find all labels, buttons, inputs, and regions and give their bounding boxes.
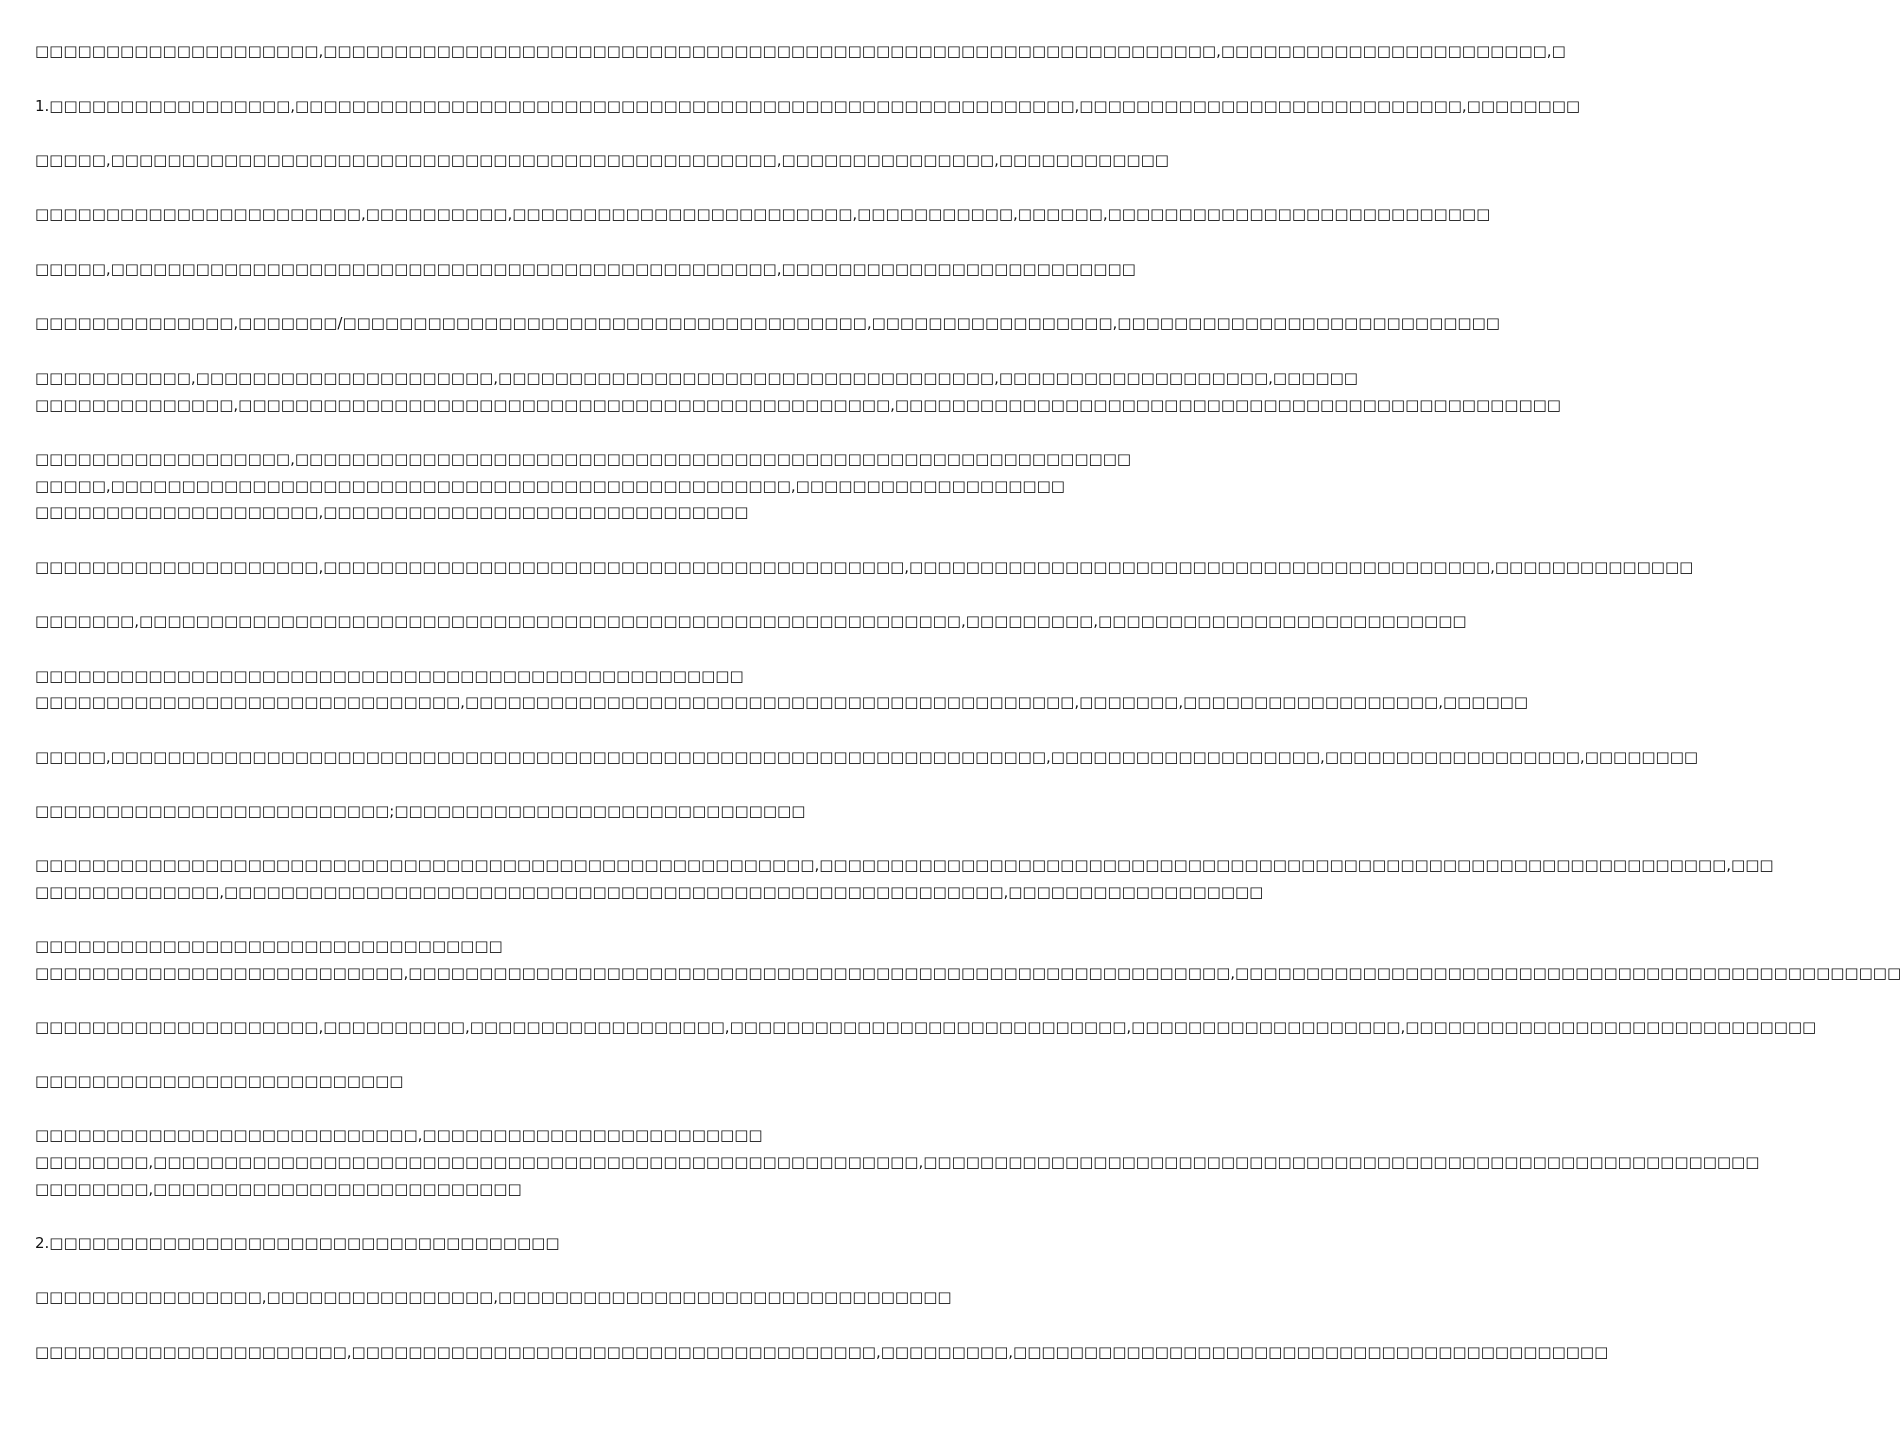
text-line: □□□□□□□□□□□□□□□□□□□□□□□,□□□□□□□□□□,□□□□□□□□□□□□□□□□□□□□□□□□,□□□□□□□□□□□,□□□□□□,□□□□□□□□□□□□□□□□□□□□□□□□□□□ bbox=[35, 205, 1491, 223]
text-line: □□□□□□□□□□□□□□□□□□,□□□□□□□□□□□□□□□□□□□□□□□□□□□□□□□□□□□□□□□□□□□□□□□□□□□□□□□□□□□ bbox=[35, 450, 1132, 468]
text-line: □□□□□□□□□□□□□□□□□□□□,□□□□□□□□□□□□□□□□□□□□□□□□□□□□□□ bbox=[35, 503, 749, 521]
text-line: □□□□□,□□□□□□□□□□□□□□□□□□□□□□□□□□□□□□□□□□□□□□□□□□□□□□□,□□□□□□□□□□□□□□□□□□□□□□□□□ bbox=[35, 260, 1136, 278]
text-line: □□□□□□□□□□□□□□□□□□□□,□□□□□□□□□□,□□□□□□□□□□□□□□□□□□,□□□□□□□□□□□□□□□□□□□□□□□□□□□□,□□□□□□□□□□□□□□□□□□□,□□□□□□□□□□□□□□□□□□□□□□□□□□□□□ bbox=[35, 1018, 1817, 1036]
text-line: □□□□□□□□□□□□□□□□□□□□□□□□□□□□□□,□□□□□□□□□□□□□□□□□□□□□□□□□□□□□□□□□□□□□□□□□□□,□□□□□□□,□□□□□□□□□□□□□□□□□□,□□□□□□ bbox=[35, 693, 1528, 711]
text-line: □□□□□□□□□□□□□□□□□□□□□□□□□□□□□□□□□□□□□□□□□□□□□□□□□□□□□□□,□□□□□□□□□□□□□□□□□□□□□□□□□□□□□□□□□□□□□□□□□□□□□□□□□□□□□□□□□□□□□□□□,□□□ bbox=[35, 856, 1774, 874]
text-line: □□□□□,□□□□□□□□□□□□□□□□□□□□□□□□□□□□□□□□□□□□□□□□□□□□□□□□□□□□□□□□□□□□□□□□□□,□□□□□□□□□□□□□□□□□□□,□□□□□□□□□□□□□□□□□□,□□□□□□□□ bbox=[35, 748, 1699, 766]
text-line: □□□□□□□□□□□□□□□□□□□□□□□□□□□□□□□□□ bbox=[35, 937, 503, 955]
text-line: □□□□□□□□,□□□□□□□□□□□□□□□□□□□□□□□□□□ bbox=[35, 1180, 522, 1198]
text-line: □□□□□□□□□□□□□□□□□□□□,□□□□□□□□□□□□□□□□□□□□□□□□□□□□□□□□□□□□□□□□□,□□□□□□□□□□□□□□□□□□□□□□□□□□□□□□□□□□□□□□□□□,□□□□□□□□□□□□□□ bbox=[35, 558, 1694, 576]
text-line: □□□□□□□□□□□□□□,□□□□□□□/□□□□□□□□□□□□□□□□□□□□□□□□□□□□□□□□□□□□□,□□□□□□□□□□□□□□□□□,□□□□□□□□□□□□□□□□□□□□□□□□□□□ bbox=[35, 314, 1500, 332]
text-line: 2.□□□□□□□□□□□□□□□□□□□□□□□□□□□□□□□□□□□□ bbox=[35, 1234, 560, 1252]
text-line: □□□□□□□□□□□,□□□□□□□□□□□□□□□□□□□□□,□□□□□□□□□□□□□□□□□□□□□□□□□□□□□□□□□□□,□□□□□□□□□□□□□□□□□□□,□□□□□□ bbox=[35, 369, 1358, 387]
text-line: □□□□□□□□□□□□□,□□□□□□□□□□□□□□□□□□□□□□□□□□□□□□□□□□□□□□□□□□□□□□□□□□□□□□□,□□□□□□□□□□□□□□□□□□ bbox=[35, 883, 1264, 901]
text-line: □□□□□□□□□□□□□□□□□□□□,□□□□□□□□□□□□□□□□□□□□□□□□□□□□□□□□□□□□□□□□□□□□□□□□□□□□□□□□□□□□□□□,□□□□□□□□□□□□□□□□□□□□□□□,□ bbox=[35, 42, 1566, 60]
text-line: □□□□□,□□□□□□□□□□□□□□□□□□□□□□□□□□□□□□□□□□□□□□□□□□□□□□□□,□□□□□□□□□□□□□□□□□□□ bbox=[35, 477, 1065, 495]
text-line: □□□□□□□□,□□□□□□□□□□□□□□□□□□□□□□□□□□□□□□□□□□□□□□□□□□□□□□□□□□□□□□,□□□□□□□□□□□□□□□□□□□□□□□□□□□□□□□□□□□□□□□□□□□□□□□□□□□□□□□□□□□ bbox=[35, 1153, 1760, 1171]
text-line: □□□□□□□□□□□□□□□□,□□□□□□□□□□□□□□□□,□□□□□□□□□□□□□□□□□□□□□□□□□□□□□□□□ bbox=[35, 1288, 952, 1306]
text-line: □□□□□□□,□□□□□□□□□□□□□□□□□□□□□□□□□□□□□□□□□□□□□□□□□□□□□□□□□□□□□□□□□□,□□□□□□□□□,□□□□□□□□□□□□□□□□□□□□□□□□□□ bbox=[35, 612, 1467, 630]
text-line: □□□□□□□□□□□□□□□□□□□□□□□□□□□,□□□□□□□□□□□□□□□□□□□□□□□□ bbox=[35, 1126, 763, 1144]
text-line: □□□□□,□□□□□□□□□□□□□□□□□□□□□□□□□□□□□□□□□□□□□□□□□□□□□□□,□□□□□□□□□□□□□□□,□□□□□□□□□□□□ bbox=[35, 151, 1169, 169]
text-line: □□□□□□□□□□□□□□□□□□□□□□□□□□ bbox=[35, 1072, 404, 1090]
text-line: 1.□□□□□□□□□□□□□□□□□,□□□□□□□□□□□□□□□□□□□□□□□□□□□□□□□□□□□□□□□□□□□□□□□□□□□□□□□,□□□□□□□□□□□□□□□□□□□□□□□□□□□,□□□□□□□□ bbox=[35, 97, 1581, 115]
text-line: □□□□□□□□□□□□□□□□□□□□□□,□□□□□□□□□□□□□□□□□□□□□□□□□□□□□□□□□□□□□,□□□□□□□□□,□□□□□□□□□□□□□□□□□□□□□□□□□□□□□□□□□□□□□□□□□□ bbox=[35, 1343, 1609, 1361]
text-line: □□□□□□□□□□□□□□□□□□□□□□□□□;□□□□□□□□□□□□□□□□□□□□□□□□□□□□□ bbox=[35, 802, 806, 820]
text-line: □□□□□□□□□□□□□□□□□□□□□□□□□□,□□□□□□□□□□□□□□□□□□□□□□□□□□□□□□□□□□□□□□□□□□□□□□□□□□□□□□□□□□,□□□□□□□□□□□□□□□□□□□□□□□□□□□□□□□□□□□□□□□□□□□□□□□ bbox=[35, 964, 1901, 982]
text-line: □□□□□□□□□□□□□□,□□□□□□□□□□□□□□□□□□□□□□□□□□□□□□□□□□□□□□□□□□□□□□,□□□□□□□□□□□□□□□□□□□□□□□□□□□□□□□□□□□□□□□□□□□□□□□ bbox=[35, 396, 1561, 414]
text-line: □□□□□□□□□□□□□□□□□□□□□□□□□□□□□□□□□□□□□□□□□□□□□□□□□□ bbox=[35, 667, 744, 685]
